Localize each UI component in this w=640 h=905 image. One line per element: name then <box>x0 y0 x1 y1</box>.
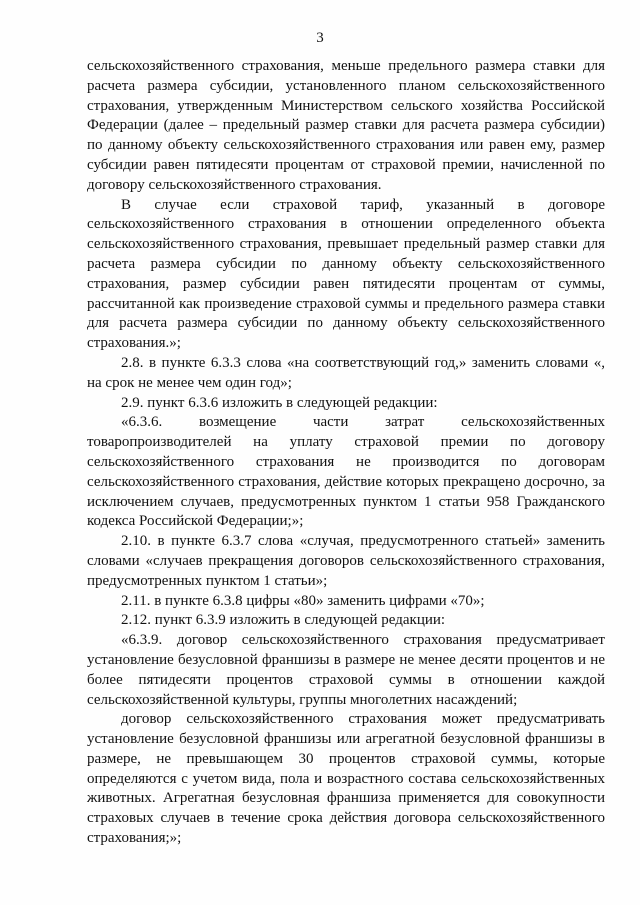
paragraph: сельскохозяйственного страхования, меньше предельного размера ставки для расчета размера субсидии, установленного планом сельскохозяйственного страхования, утвержденным Министерством сельского хозяйства Российской Федерации (далее – предельный размер ставки для расчета размера субсидии) по данному объекту сельскохозяйственного страхования или равен ему, размер субсидии равен пятидесяти процентам от страховой премии, начисленной по договору сельскохозяйственного страхования. <box>87 58 605 193</box>
document-body <box>87 57 605 849</box>
page-number: 3 <box>316 30 324 46</box>
paragraph: 2.8. в пункте 6.3.3 слова «на соответствующий год,» заменить словами «, на срок не менее чем один год»; <box>87 354 605 391</box>
paragraph: В случае если страховой тариф, указанный в договоре сельскохозяйственного страхования в отношении определенного объекта сельскохозяйственного страхования, превышает предельный размер ставки для расчета размера субсидии по данному объекту сельскохозяйственного страхования, размер субсидии равен пятидесяти процентам от суммы, рассчитанной как произведение страховой суммы и предельного размера ставки для расчета размера субсидии по данному объекту сельскохозяйственного страхования.»; <box>87 196 605 352</box>
paragraph: договор сельскохозяйственного страхования может предусматривать установление безусловной франшизы или агрегатной безусловной франшизы в размере, не превышающем 30 процентов страховой суммы, которые определяются с учетом вида, пола и возрастного состава сельскохозяйственных животных. Агрегатная безусловная франшиза применяется для совокупности страховых случаев в течение срока действия договора сельскохозяйственного страхования;»; <box>87 711 605 847</box>
paragraph: 2.11. в пункте 6.3.8 цифры «80» заменить цифрами «70»; <box>121 592 485 609</box>
paragraph: 2.10. в пункте 6.3.7 слова «случая, предусмотренного статьей» заменить словами «случаев прекращения договоров сельскохозяйственного страхования, предусмотренных пунктом 1 статьи»; <box>87 533 605 589</box>
paragraph: 2.9. пункт 6.3.6 изложить в следующей редакции: <box>121 394 438 411</box>
paragraph: «6.3.6. возмещение части затрат сельскохозяйственных товаропроизводителей на уплату страховой премии по договору сельскохозяйственного страхования не производится по договорам сельскохозяйственного страхования, действие которых прекращено досрочно, за исключением случаев, предусмотренных пунктом 1 статьи 958 Гражданского кодекса Российской Федерации;»; <box>87 414 605 530</box>
paragraph: 2.12. пункт 6.3.9 изложить в следующей редакции: <box>121 612 446 629</box>
paragraph: «6.3.9. договор сельскохозяйственного страхования предусматривает установление безусловной франшизы в размере не менее десяти процентов и не более пятидесяти процентов страховой суммы в отношении каждой сельскохозяйственной культуры, группы многолетних насаждений; <box>87 632 605 708</box>
